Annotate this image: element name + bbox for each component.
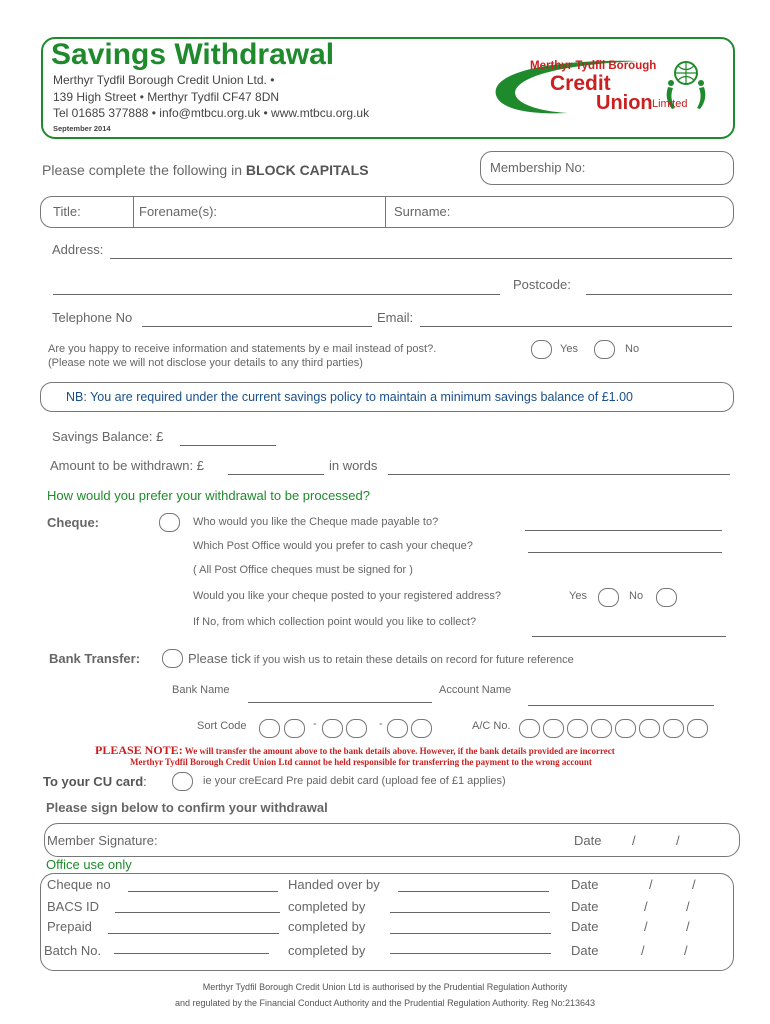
surname-label: Surname: bbox=[394, 204, 451, 219]
office-completed-by-label: completed by bbox=[288, 919, 366, 934]
please-note-line-1 bbox=[95, 743, 695, 758]
forename-label: Forename(s): bbox=[139, 204, 218, 219]
form-date: September 2014 bbox=[53, 124, 111, 133]
email-consent-no-label: No bbox=[625, 343, 640, 355]
please-note-line-2: Merthyr Tydfil Borough Credit Union Ltd cannot be held responsible for transferring the payment to the wrong account bbox=[130, 757, 592, 767]
postcode-input[interactable] bbox=[586, 294, 732, 295]
office-completed-by-label: completed by bbox=[288, 943, 366, 958]
post-office-input[interactable] bbox=[528, 552, 722, 553]
membership-no-field[interactable] bbox=[480, 151, 734, 185]
please-note-heading: PLEASE NOTE: bbox=[95, 743, 183, 757]
office-date-slash: / bbox=[644, 899, 648, 914]
intro-prefix: Please complete the following in bbox=[42, 162, 246, 178]
logo-text-borough: Merthyr Tydfil Borough bbox=[530, 60, 657, 72]
cheque-posted-no-label: No bbox=[629, 590, 644, 602]
please-note-text-1: We will transfer the amount above to the bank details above. However, if the bank details provided are incorrect bbox=[182, 746, 615, 756]
office-date-label: Date bbox=[571, 919, 599, 934]
sort-code-digit-3[interactable] bbox=[322, 719, 343, 738]
sort-code-digit-4[interactable] bbox=[346, 719, 367, 738]
ac-no-digit-7[interactable] bbox=[663, 719, 684, 738]
post-office-question: Which Post Office would you prefer to cash your cheque? bbox=[193, 540, 473, 552]
office-date-label: Date bbox=[571, 877, 599, 892]
contact-line: Tel 01685 377888 • info@mtbcu.org.uk • www.mtbcu.org.uk bbox=[53, 106, 370, 120]
office-bacs-id-input[interactable] bbox=[115, 912, 280, 913]
sort-code-digit-5[interactable] bbox=[387, 719, 408, 738]
cu-card-label: To your CU card bbox=[43, 774, 144, 789]
signature-date-slash: / bbox=[676, 833, 680, 848]
address-line-2: 139 High Street • Merthyr Tydfil CF47 8DN bbox=[53, 90, 280, 104]
membership-no-label: Membership No: bbox=[490, 160, 586, 175]
office-completed-by-input[interactable] bbox=[390, 933, 551, 934]
retain-details-lead: Please tick bbox=[188, 651, 251, 666]
logo-text-limited: Limited bbox=[652, 98, 688, 110]
ac-no-digit-4[interactable] bbox=[591, 719, 612, 738]
ac-no-digit-1[interactable] bbox=[519, 719, 540, 738]
cheque-posted-yes-label: Yes bbox=[569, 590, 587, 602]
office-use-heading: Office use only bbox=[46, 857, 132, 872]
email-consent-no-checkbox[interactable] bbox=[594, 340, 615, 359]
footer-line-1: Merthyr Tydfil Borough Credit Union Ltd is authorised by the Prudential Regulation Authority bbox=[202, 982, 568, 992]
email-consent-yes-label: Yes bbox=[560, 343, 578, 355]
retain-details-text bbox=[188, 651, 574, 666]
office-completed-by-input[interactable] bbox=[390, 953, 551, 954]
office-handed-over-input[interactable] bbox=[398, 891, 549, 892]
signature-date-label: Date bbox=[574, 833, 602, 848]
logo-text-union: Union bbox=[596, 92, 653, 114]
cheque-payable-question: Who would you like the Cheque made payable to? bbox=[193, 516, 439, 528]
bank-transfer-label: Bank Transfer: bbox=[49, 651, 141, 666]
office-date-slash: / bbox=[649, 877, 653, 892]
account-name-label: Account Name bbox=[439, 684, 512, 696]
savings-balance-label: Savings Balance: £ bbox=[52, 429, 164, 444]
footer-line-2: and regulated by the Financial Conduct Authority and the Prudential Regulation Authority. Reg No:213643 bbox=[174, 998, 596, 1008]
office-completed-by-input[interactable] bbox=[390, 912, 550, 913]
cu-card-label-wrap bbox=[43, 774, 147, 789]
intro-emphasis: BLOCK CAPITALS bbox=[245, 162, 369, 178]
office-prepaid-label: Prepaid bbox=[47, 919, 92, 934]
retain-details-rest: if you wish us to retain these details on record for future reference bbox=[250, 654, 574, 666]
credit-union-logo bbox=[488, 55, 723, 120]
cu-card-colon: : bbox=[143, 774, 147, 789]
office-use-box bbox=[40, 873, 734, 971]
ac-no-label: A/C No. bbox=[472, 720, 511, 732]
cheque-posted-yes-checkbox[interactable] bbox=[598, 588, 619, 607]
cheque-label: Cheque: bbox=[47, 515, 99, 530]
ac-no-digit-2[interactable] bbox=[543, 719, 564, 738]
cheque-option-checkbox[interactable] bbox=[159, 513, 180, 532]
sort-code-digit-1[interactable] bbox=[259, 719, 280, 738]
bank-name-input[interactable] bbox=[248, 702, 432, 703]
sort-code-digit-2[interactable] bbox=[284, 719, 305, 738]
email-input[interactable] bbox=[420, 326, 732, 327]
cheque-posted-question: Would you like your cheque posted to your registered address? bbox=[193, 590, 501, 602]
ac-no-digit-3[interactable] bbox=[567, 719, 588, 738]
signature-heading: Please sign below to confirm your withdrawal bbox=[46, 800, 328, 815]
post-office-signed-note: ( All Post Office cheques must be signed for ) bbox=[193, 564, 413, 576]
bank-transfer-checkbox[interactable] bbox=[162, 649, 183, 668]
intro-text bbox=[42, 162, 369, 178]
office-date-slash: / bbox=[684, 943, 688, 958]
email-label: Email: bbox=[377, 310, 414, 325]
email-consent-yes-checkbox[interactable] bbox=[531, 340, 552, 359]
title-label: Title: bbox=[53, 204, 81, 219]
office-prepaid-input[interactable] bbox=[108, 933, 279, 934]
office-date-slash: / bbox=[686, 899, 690, 914]
office-date-label: Date bbox=[571, 899, 599, 914]
logo-text-credit: Credit bbox=[550, 72, 611, 95]
office-date-slash: / bbox=[644, 919, 648, 934]
ac-no-digit-8[interactable] bbox=[687, 719, 708, 738]
office-handed-over-label: Handed over by bbox=[288, 877, 380, 892]
address-line-input[interactable] bbox=[110, 258, 732, 259]
name-row-field[interactable] bbox=[40, 196, 734, 228]
name-divider bbox=[133, 197, 134, 227]
postcode-label: Postcode: bbox=[513, 277, 571, 292]
in-words-label: in words bbox=[329, 458, 378, 473]
email-consent-question: Are you happy to receive information and statements by e mail instead of post?. bbox=[48, 343, 437, 355]
collection-point-input[interactable] bbox=[532, 636, 726, 637]
address-label: Address: bbox=[52, 242, 104, 257]
member-signature-label: Member Signature: bbox=[47, 833, 158, 848]
account-name-input[interactable] bbox=[528, 705, 714, 706]
office-batch-no-input[interactable] bbox=[114, 953, 269, 954]
cheque-payable-input[interactable] bbox=[525, 530, 722, 531]
office-cheque-no-input[interactable] bbox=[128, 891, 278, 892]
amount-withdrawn-label: Amount to be withdrawn: £ bbox=[50, 458, 204, 473]
sort-code-dash: - bbox=[313, 718, 317, 730]
office-date-slash: / bbox=[686, 919, 690, 934]
bank-name-label: Bank Name bbox=[172, 684, 230, 696]
address-line-1: Merthyr Tydfil Borough Credit Union Ltd. • bbox=[53, 73, 275, 87]
process-heading: How would you prefer your withdrawal to be processed? bbox=[47, 488, 371, 503]
sort-code-digit-6[interactable] bbox=[411, 719, 432, 738]
email-consent-note: (Please note we will not disclose your details to any third parties) bbox=[48, 357, 363, 369]
name-divider bbox=[385, 197, 386, 227]
cu-card-description: ie your creEcard Pre paid debit card (upload fee of £1 applies) bbox=[203, 775, 506, 787]
address-line-2-input[interactable] bbox=[53, 294, 500, 295]
signature-date-slash: / bbox=[632, 833, 636, 848]
sort-code-label: Sort Code bbox=[197, 720, 247, 732]
nb-notice-box bbox=[40, 382, 734, 412]
sort-code-dash: - bbox=[379, 718, 383, 730]
office-date-slash: / bbox=[641, 943, 645, 958]
amount-withdrawn-input[interactable] bbox=[228, 474, 324, 475]
ac-no-digit-5[interactable] bbox=[615, 719, 636, 738]
office-cheque-no-label: Cheque no bbox=[47, 877, 111, 892]
cheque-posted-no-checkbox[interactable] bbox=[656, 588, 677, 607]
office-date-label: Date bbox=[571, 943, 599, 958]
cu-card-checkbox[interactable] bbox=[172, 772, 193, 791]
office-completed-by-label: completed by bbox=[288, 899, 366, 914]
collection-point-question: If No, from which collection point would you like to collect? bbox=[193, 616, 477, 628]
form-title: Savings Withdrawal bbox=[51, 38, 335, 71]
in-words-input[interactable] bbox=[388, 474, 730, 475]
office-bacs-id-label: BACS ID bbox=[47, 899, 100, 914]
telephone-input[interactable] bbox=[142, 326, 372, 327]
office-date-slash: / bbox=[692, 877, 696, 892]
ac-no-digit-6[interactable] bbox=[639, 719, 660, 738]
member-signature-field[interactable] bbox=[44, 823, 740, 857]
telephone-label: Telephone No bbox=[52, 310, 133, 325]
office-batch-no-label: Batch No. bbox=[44, 943, 102, 958]
nb-notice-text: NB: You are required under the current savings policy to maintain a minimum savings balance of £1.00 bbox=[66, 390, 633, 404]
savings-balance-input[interactable] bbox=[180, 445, 276, 446]
